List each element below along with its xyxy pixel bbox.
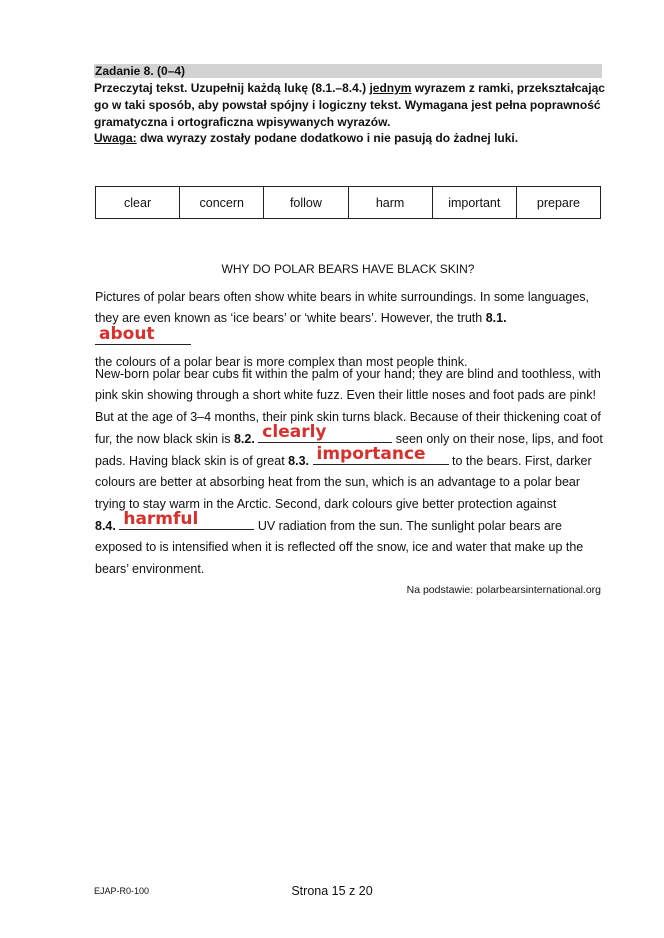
word-box [95,186,601,219]
paragraph-text: seen only on their nose, lips, and foot pads. Having black skin is of great [95,431,603,469]
note-label: Uwaga: [94,131,137,146]
paragraph-text: Pictures of polar bears often show white bears in white surroundings. In some languages, they are even known as ‘ice bears’ or ‘white bears’. However, the truth [95,290,590,326]
article-paragraph-1 [95,287,605,373]
instruction-text: Przeczytaj tekst. Uzupełnij każdą lukę (8.1.–8.4.) [94,81,370,95]
word-box-cell: harm [349,187,433,218]
footer-page-number: Strona 15 z 20 [291,884,373,898]
task-instructions [94,80,606,147]
gap-8-4[interactable] [119,509,254,530]
gap-number-8-3: 8.3. [288,454,310,469]
word-box-cell: concern [180,187,264,218]
task-header: Zadanie 8. (0–4) [94,64,602,78]
word-box-cell: clear [96,187,180,218]
gap-number-8-4: 8.4. [95,519,116,534]
gap-answer-8-3: importance [316,444,426,465]
gap-8-2[interactable] [258,421,392,443]
gap-8-1[interactable] [95,323,191,345]
gap-number-8-2: 8.2. [233,431,255,446]
gap-answer-8-1: about [99,323,155,344]
instruction-underlined-word: jednym [369,81,412,95]
gap-answer-8-2: clearly [262,421,327,442]
gap-number-8-1: 8.1. [485,311,507,326]
paragraph-text: UV radiation from the sun. The sunlight polar bears are exposed to is intensified when it is reflected off the snow, ice and water that make up the bears’ environment. [95,519,584,576]
paragraph-text: the colours of a polar bear is more complex than most people think. [95,354,468,369]
instruction-text-continued: wyrazem z ramki, przekształcając go w taki sposób, aby powstał spójny i logiczny tekst. Wymagana jest pełna poprawność gramatyczna i ortograficzna wpisywanych wyrazów. [94,81,605,129]
word-box-cell: prepare [536,195,580,210]
gap-answer-8-4: harmful [123,509,199,530]
word-box-cell: important [433,187,517,218]
gap-8-3[interactable] [313,444,449,465]
source-citation: Na podstawie: polarbearsinternational.org [406,584,601,596]
paragraph-text: New-born polar bear cubs fit within the palm of your hand; they are blind and toothless, with pink skin showing through a short white fuzz. Even their little noses and foot pads are pink! But at the age of 3–4 months, their pink skin turns black. Because of their thickening coat of fur, the now black skin is [95,367,601,446]
word-box-cell: follow [264,187,348,218]
article-paragraph-2 [95,364,605,580]
paragraph-text: to the bears. First, darker colours are better at absorbing heat from the sun, which is an advantage to a polar bear trying to stay warm in the Arctic. Second, dark colours give better protection against [95,454,592,511]
note-text: dwa wyrazy zostały podane dodatkowo i nie pasują do żadnej luki. [136,131,519,146]
footer-exam-code: EJAP-R0-100 [94,886,150,896]
article-title: WHY DO POLAR BEARS HAVE BLACK SKIN? [221,262,475,276]
